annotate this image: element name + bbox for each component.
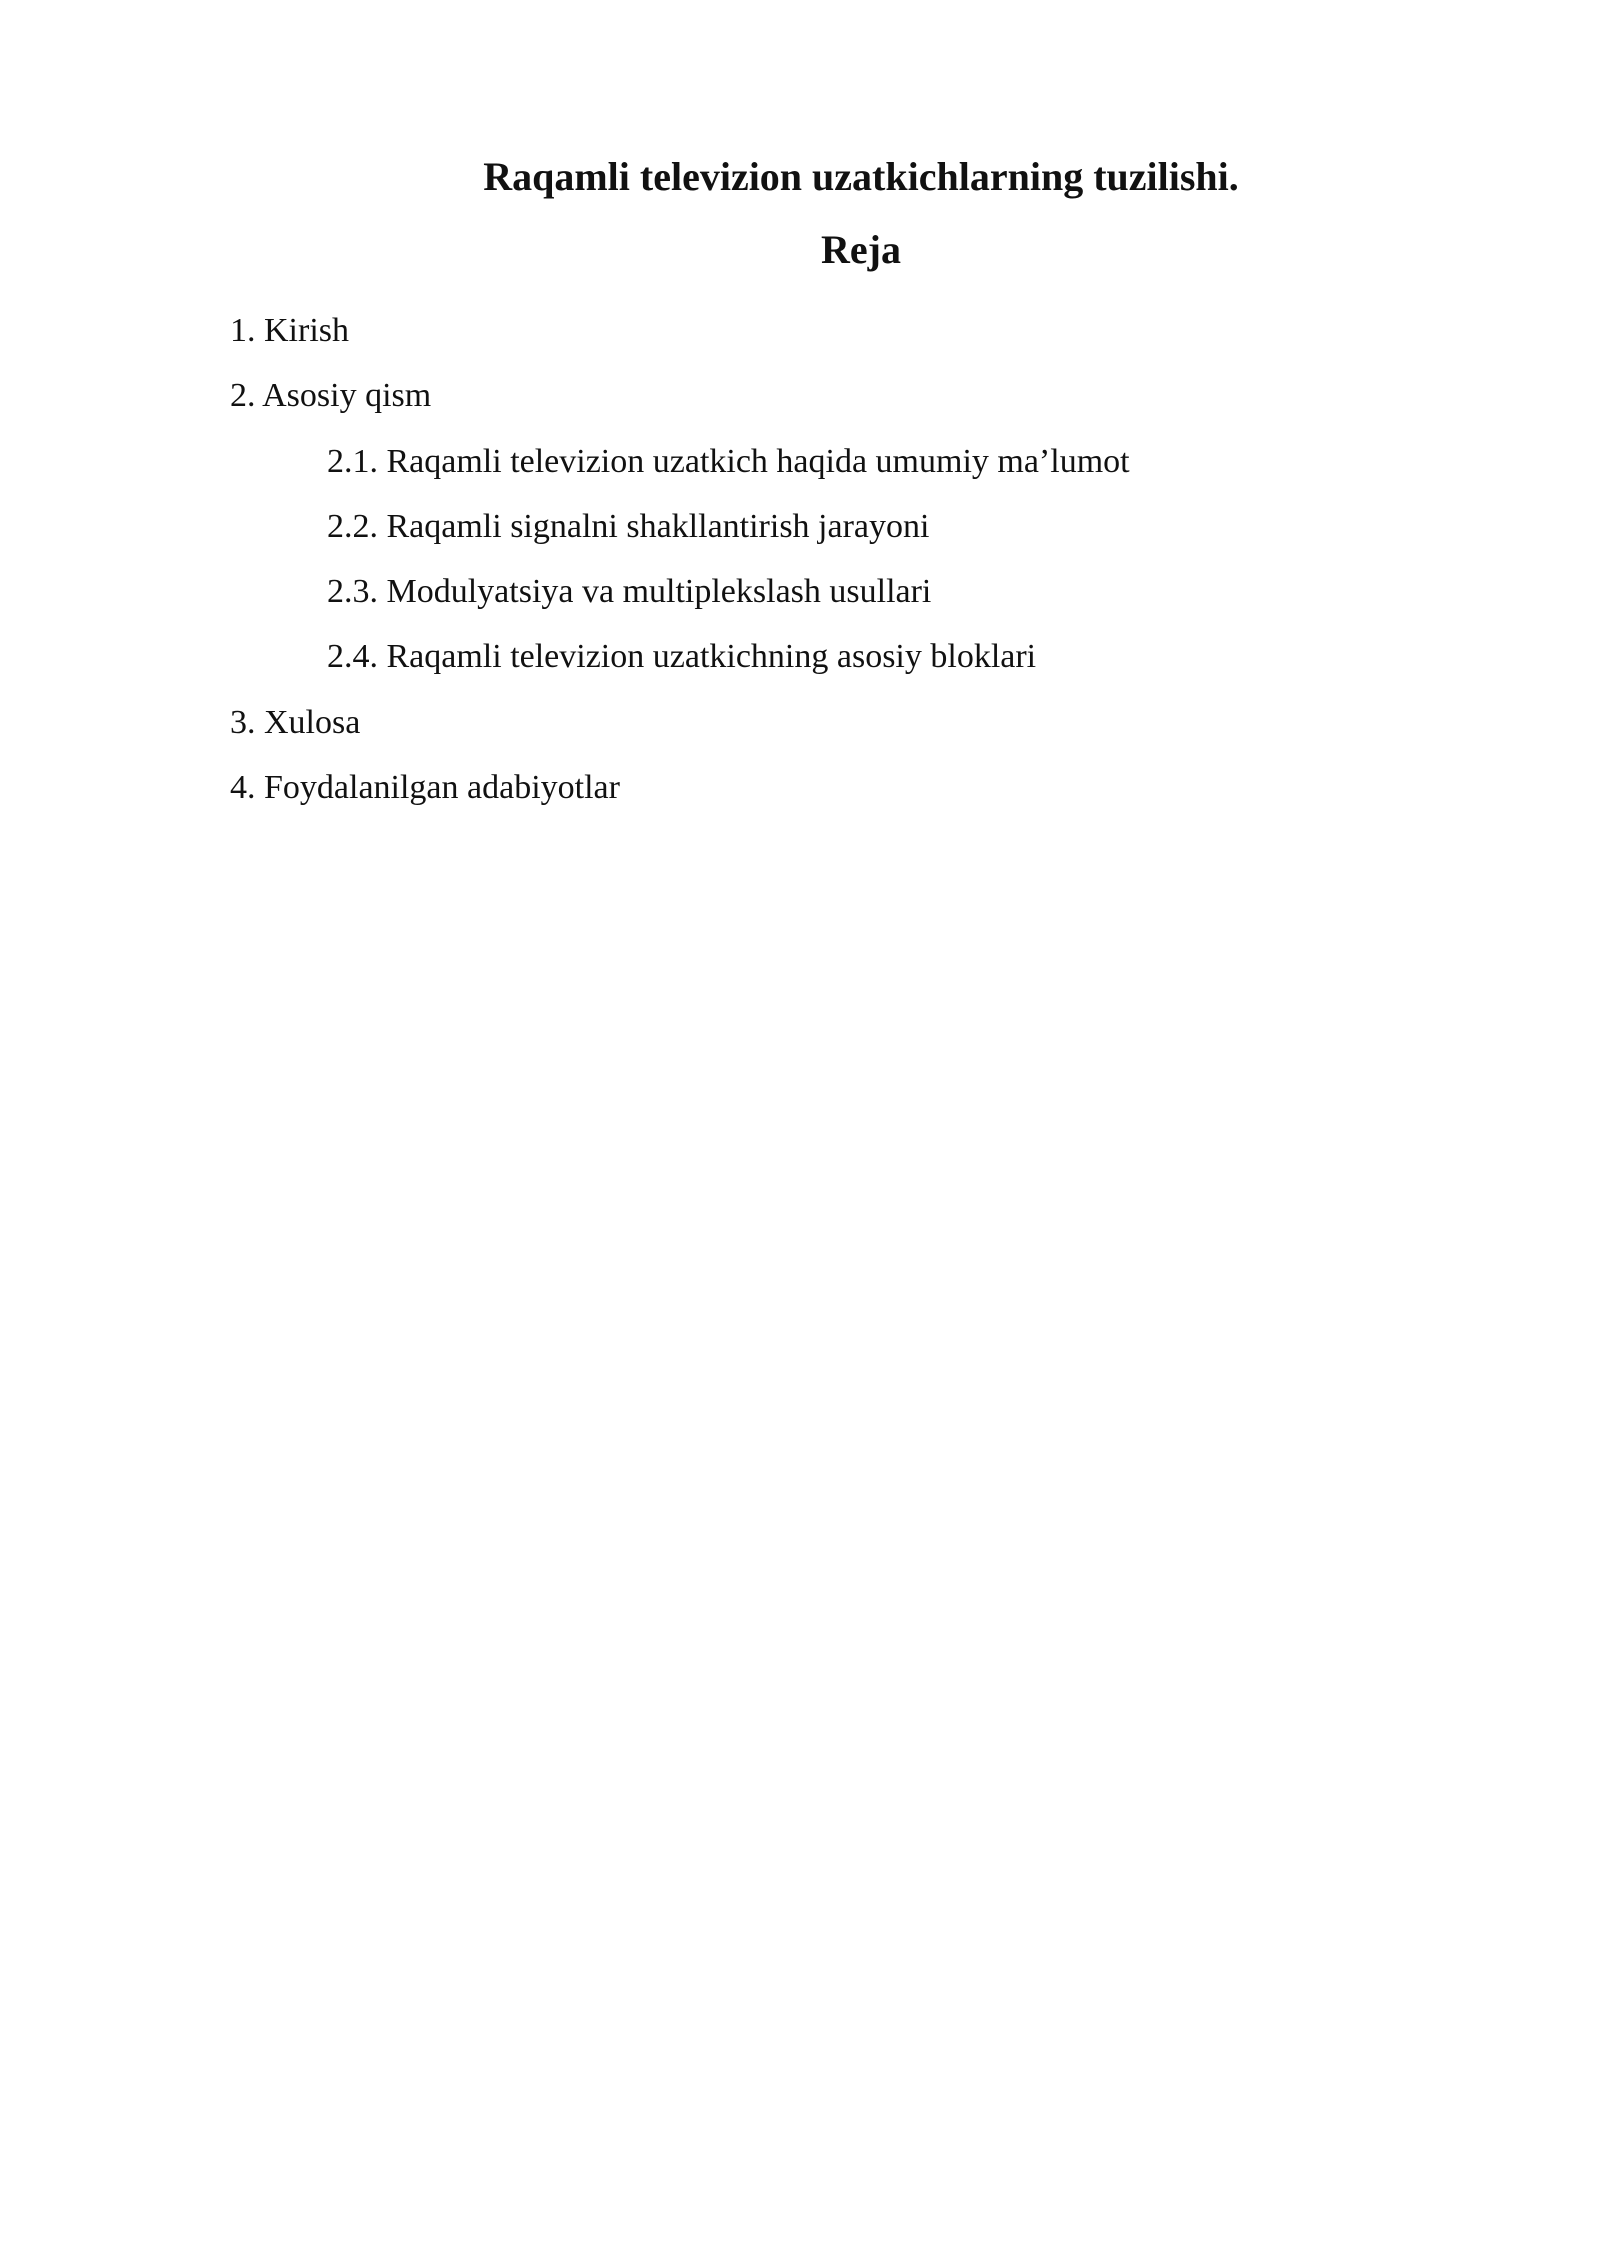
plan-subitem-general-info: 2.1. Raqamli televizion uzatkich haqida umumiy ma’lumot [327,442,1130,480]
plan-subitem-main-blocks: 2.4. Raqamli televizion uzatkichning asosiy bloklari [327,638,1037,676]
plan-item-conclusion: 3. Xulosa [230,703,361,741]
plan-subitem-modulation-methods: 2.3. Modulyatsiya va multiplekslash usullari [327,573,932,611]
plan-item-references: 4. Foydalanilgan adabiyotlar [230,769,620,807]
plan-list [0,298,1600,820]
document-title: Raqamli televizion uzatkichlarning tuzilishi. [483,154,1239,199]
plan-heading: Reja [821,227,901,272]
plan-subitem-signal-formation: 2.2. Raqamli signalni shakllantirish jarayoni [327,507,930,545]
plan-item-main-part: 2. Asosiy qism [230,377,432,415]
plan-item-introduction: 1. Kirish [230,312,349,349]
